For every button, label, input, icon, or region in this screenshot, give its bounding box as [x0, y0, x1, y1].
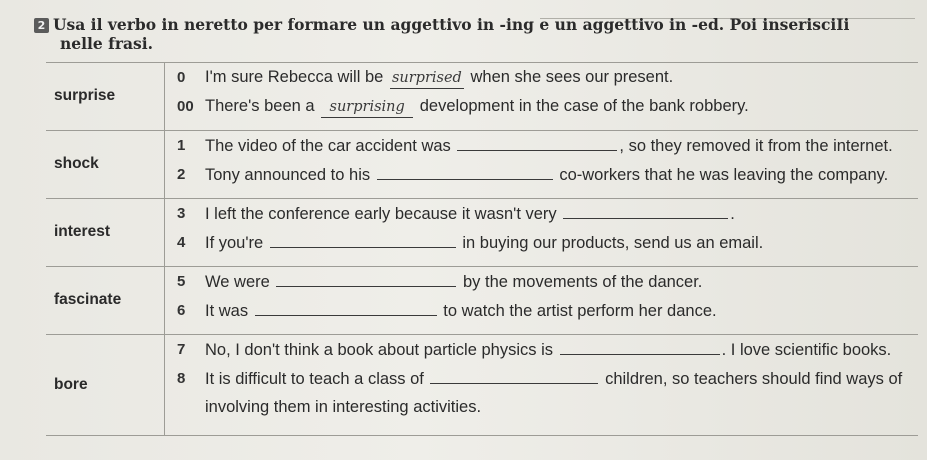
sentence-number: 2 — [177, 165, 186, 183]
answer-blank[interactable]: surprised — [390, 69, 464, 89]
sentence-text: It is difficult to teach a class of — [205, 369, 424, 388]
sentence-number: 8 — [177, 369, 186, 387]
table-row — [46, 63, 918, 131]
sentence-text: I left the conference early because it wasn't very — [205, 204, 557, 223]
sentence-text: in buying our products, send us an email. — [462, 233, 764, 252]
sentence-number: 00 — [177, 98, 194, 115]
sentence-text: development in the case of the bank robbery. — [419, 97, 749, 115]
exercise-instruction: Usa il verbo in neretto per formare un aggettivo in -ing e un aggettivo in -ed. Poi inserisciIi — [53, 15, 850, 34]
sentence — [165, 131, 918, 160]
sentence-text: Tony announced to his — [205, 165, 371, 184]
sentence — [165, 267, 918, 296]
answer-blank[interactable] — [276, 267, 456, 287]
answer-blank[interactable] — [255, 296, 437, 316]
verb-cell: fascinate — [46, 266, 165, 334]
sentence-number: 6 — [177, 301, 186, 319]
sentences-cell — [165, 130, 919, 198]
sentence-text: , so they removed it from the internet. — [619, 136, 893, 155]
sentence — [165, 92, 918, 121]
sentence-text: co-workers that he was leaving the company. — [559, 165, 889, 184]
exercise-table — [46, 62, 918, 436]
sentence-text: to watch the artist perform her dance. — [443, 301, 717, 320]
exercise-number: 2 — [34, 18, 49, 33]
table-row — [46, 266, 918, 334]
verb-cell: bore — [46, 334, 165, 435]
sentence — [165, 160, 918, 189]
sentence-text: when she sees our present. — [470, 68, 674, 86]
sentence-number: 3 — [177, 204, 186, 222]
answer-blank[interactable] — [377, 160, 553, 180]
exercise-instruction-cont: nelle frasi. — [60, 34, 154, 53]
exercise-header — [34, 15, 914, 53]
answer-blank[interactable] — [560, 335, 720, 355]
sentence-text: children, so teachers should find ways of — [605, 369, 903, 388]
table-row — [46, 334, 918, 435]
sentence-text: We were — [205, 272, 270, 291]
sentences-cell — [165, 334, 919, 435]
sentence-number: 4 — [177, 233, 186, 251]
sentence-text: . — [730, 204, 735, 223]
sentence — [165, 199, 918, 228]
answer-blank[interactable] — [270, 228, 456, 248]
sentence-text: The video of the car accident was — [205, 136, 451, 155]
sentence-text: If you're — [205, 233, 264, 252]
answer-blank[interactable] — [430, 364, 598, 384]
sentence-text: . I love scientific books. — [721, 340, 892, 359]
sentence-continuation — [165, 393, 918, 422]
verb-cell: interest — [46, 198, 165, 266]
sentences-cell — [165, 266, 919, 334]
sentence-number: 0 — [177, 69, 186, 86]
answer-blank[interactable] — [563, 199, 728, 219]
sentence-text: involving them in interesting activities. — [205, 397, 482, 416]
table-row — [46, 130, 918, 198]
answer-blank[interactable] — [457, 131, 617, 151]
verb-cell: shock — [46, 130, 165, 198]
sentence-text: No, I don't think a book about particle physics is — [205, 340, 554, 359]
sentence-text: It was — [205, 301, 249, 320]
verb-cell: surprise — [46, 63, 165, 131]
sentence-number: 5 — [177, 272, 186, 290]
sentences-cell — [165, 63, 919, 131]
sentence-text: by the movements of the dancer. — [463, 272, 703, 291]
table-row — [46, 198, 918, 266]
sentence-text: There's been a — [205, 97, 315, 115]
sentence — [165, 364, 918, 393]
sentence — [165, 63, 918, 92]
sentences-cell — [165, 198, 919, 266]
sentence-text: I'm sure Rebecca will be — [205, 68, 384, 86]
sentence — [165, 335, 918, 364]
sentence — [165, 296, 918, 325]
sentence — [165, 228, 918, 257]
sentence-number: 1 — [177, 136, 186, 154]
sentence-number: 7 — [177, 340, 186, 358]
answer-blank[interactable]: surprising — [321, 98, 413, 118]
